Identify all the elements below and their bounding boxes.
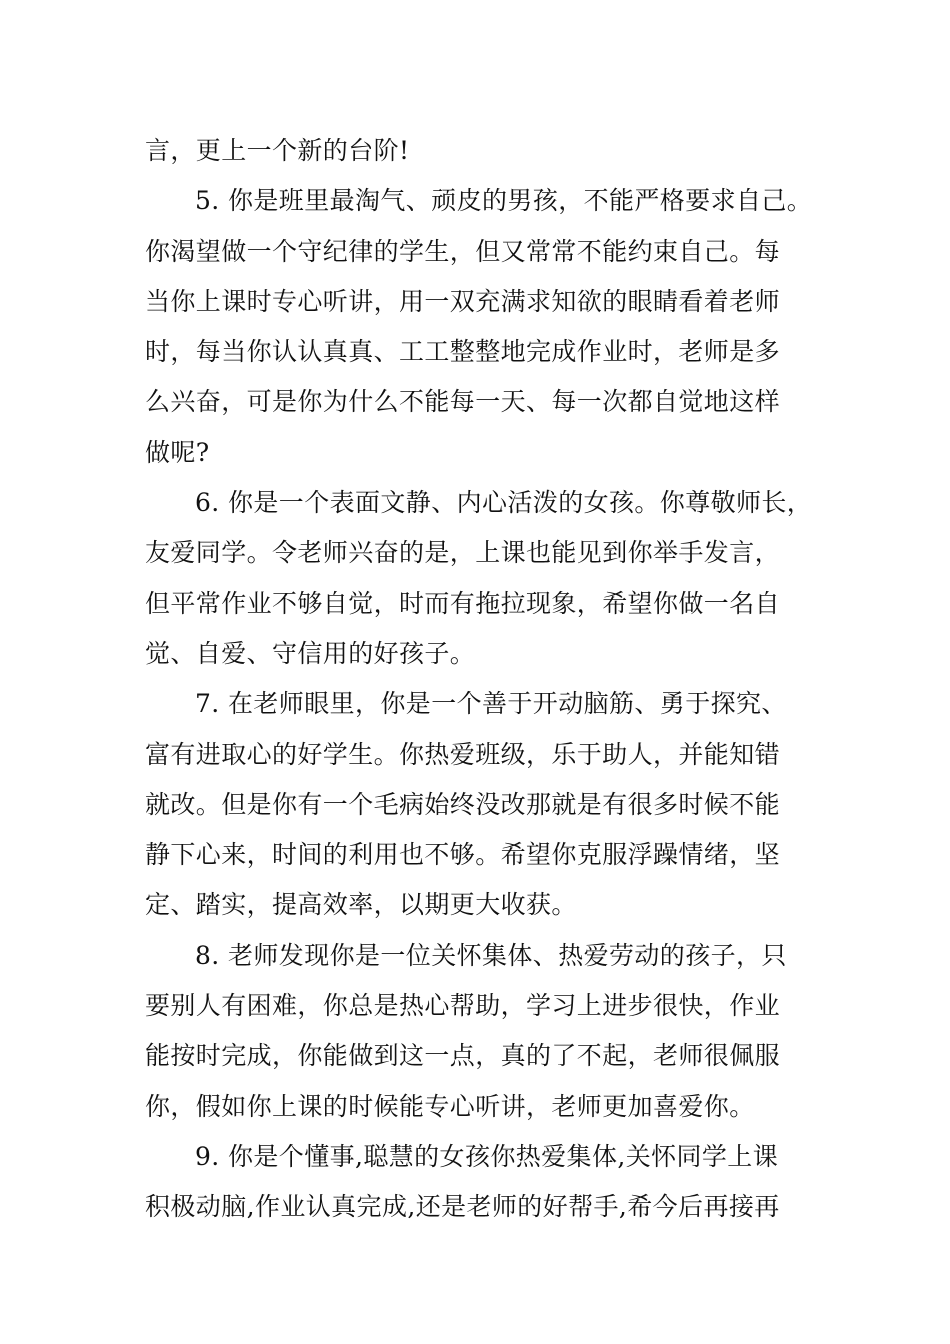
text-line: 能按时完成，你能做到这一点，真的了不起，老师很佩服	[145, 1041, 781, 1071]
text-line: 你渴望做一个守纪律的学生，但又常常不能约束自己。每	[145, 236, 781, 266]
paragraph-6-start: 6. 你是一个表面文静、内心活泼的女孩。你尊敬师长，	[195, 488, 813, 518]
text-line: 富有进取心的好学生。你热爱班级，乐于助人，并能知错	[145, 739, 781, 769]
text-line: 时，每当你认认真真、工工整整地完成作业时，老师是多	[145, 337, 781, 367]
text-line: 定、踏实，提高效率，以期更大收获。	[145, 890, 577, 920]
paragraph-5-start: 5. 你是班里最淘气、顽皮的男孩，不能严格要求自己。	[195, 186, 813, 216]
text-line: 觉、自爱、守信用的好孩子。	[145, 638, 476, 668]
text-line: 言，更上一个新的台阶!	[145, 136, 410, 165]
text-line: 就改。但是你有一个毛病始终没改那就是有很多时候不能	[145, 789, 781, 819]
text-line: 你，假如你上课的时候能专心听讲，老师更加喜爱你。	[145, 1091, 755, 1121]
document-body	[145, 126, 815, 1233]
paragraph-7-start: 7. 在老师眼里，你是一个善于开动脑筋、勇于探究、	[195, 689, 787, 719]
text-line: 积极动脑,作业认真完成,还是老师的好帮手,希今后再接再	[145, 1192, 780, 1222]
paragraph-9-start: 9. 你是个懂事,聪慧的女孩你热爱集体,关怀同学上课	[195, 1141, 779, 1171]
paragraph-8-start: 8. 老师发现你是一位关怀集体、热爱劳动的孩子，只	[195, 940, 787, 970]
text-line: 当你上课时专心听讲，用一双充满求知欲的眼睛看着老师	[145, 286, 781, 316]
text-line: 友爱同学。令老师兴奋的是，上课也能见到你举手发言，	[145, 538, 781, 568]
text-line: 么兴奋，可是你为什么不能每一天、每一次都自觉地这样	[145, 387, 781, 417]
text-line: 做呢?	[145, 437, 210, 467]
text-line: 要别人有困难，你总是热心帮助，学习上进步很快，作业	[145, 991, 781, 1021]
text-line: 但平常作业不够自觉，时而有拖拉现象，希望你做一名自	[145, 588, 781, 618]
text-line: 静下心来，时间的利用也不够。希望你克服浮躁情绪，坚	[145, 840, 781, 870]
